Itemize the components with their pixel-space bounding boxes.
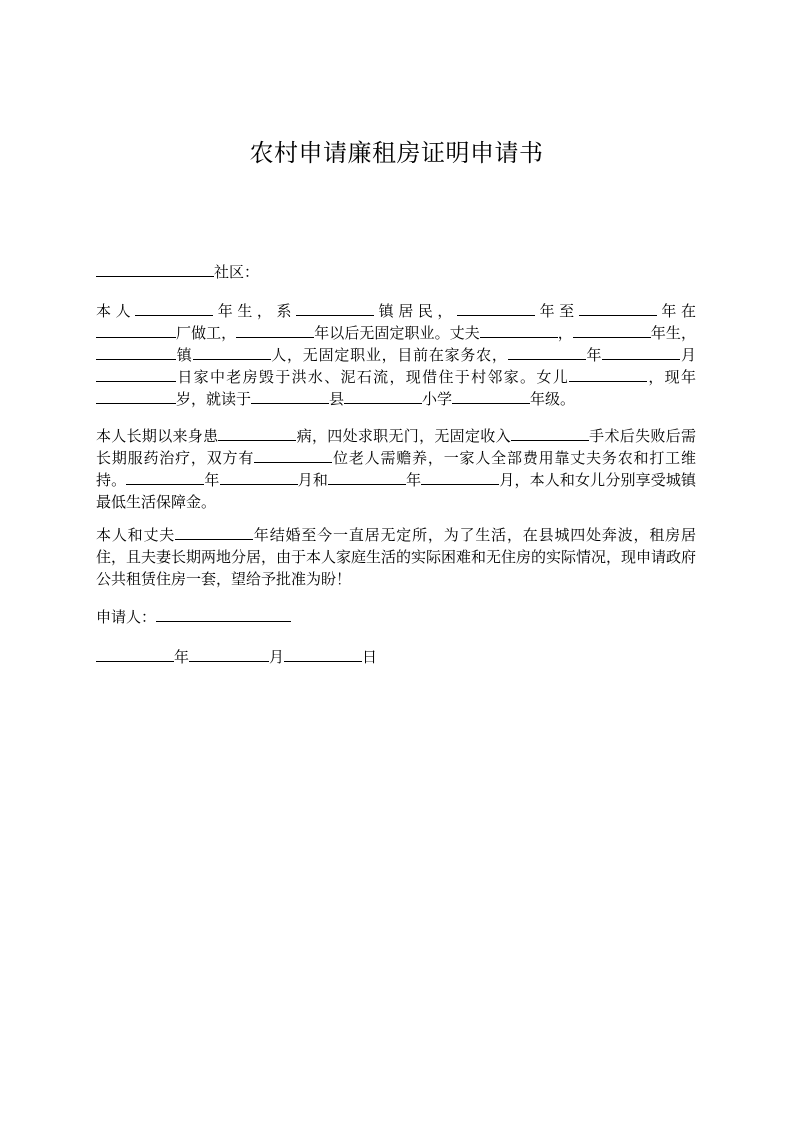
text-segment: 厂做工，: [176, 324, 237, 342]
applicant-signature-blank[interactable]: [156, 607, 291, 622]
birth-year-blank[interactable]: [135, 301, 213, 316]
community-line: [96, 261, 696, 283]
text-segment: ，: [557, 324, 573, 342]
text-segment: 本人长期以来身患: [96, 427, 219, 445]
month-label: 月: [269, 648, 285, 666]
text-segment: 月和: [297, 471, 328, 489]
text-segment: 镇: [176, 346, 193, 364]
text-segment: 日家中老房毁于洪水、泥石流，现借住于村邻家。女儿: [176, 368, 570, 386]
subsidy-year1-blank[interactable]: [126, 470, 204, 485]
text-segment: 年至: [535, 302, 579, 320]
text-segment: 年生，: [650, 324, 696, 342]
text-segment: 位老人需赡养，一家人全部费用靠丈夫务农和打工维持。: [96, 449, 696, 489]
text-segment: 年: [405, 471, 422, 489]
town-blank[interactable]: [296, 301, 374, 316]
marriage-year-blank[interactable]: [175, 525, 253, 540]
husband-birth-year-blank[interactable]: [573, 323, 651, 338]
text-segment: 小学: [422, 390, 453, 408]
daughter-age-blank[interactable]: [96, 389, 176, 404]
subsidy-month2-blank[interactable]: [421, 470, 499, 485]
text-segment: 本人和丈夫: [96, 526, 176, 544]
applicant-line: [96, 606, 696, 628]
text-segment: 镇居民，: [374, 302, 458, 320]
text-segment: 县: [329, 390, 345, 408]
disaster-day-blank[interactable]: [96, 367, 176, 382]
document-title: 农村申请廉租房证明申请书: [249, 139, 544, 167]
husband-hometown-blank[interactable]: [193, 345, 271, 360]
text-segment: 本人: [96, 302, 136, 320]
sign-day-blank[interactable]: [284, 647, 362, 662]
day-label: 日: [362, 648, 378, 666]
date-line: [96, 646, 696, 668]
community-blank[interactable]: [96, 262, 214, 277]
text-segment: 年: [585, 346, 603, 364]
paragraph-hardship: [96, 425, 696, 513]
income-blank[interactable]: [511, 426, 589, 441]
school-blank[interactable]: [344, 389, 422, 404]
daughter-name-blank[interactable]: [569, 367, 647, 382]
text-segment: 年结婚至今一直居无定所，为了生活，在县城四处奔波，租房居住，且夫妻长期两地分居，由于本人家庭生活的实际困难和无住房的实际情况，现申请政府公共租赁住房一套，望给予批准为盼！: [96, 526, 697, 588]
paragraph-request: [96, 524, 696, 590]
text-segment: ，现年: [647, 368, 696, 386]
text-segment: 岁，就读于: [176, 390, 252, 408]
text-segment: 人，无固定职业，目前在家务农，: [270, 346, 508, 364]
applicant-label: 申请人：: [96, 608, 157, 626]
text-segment: 年级。: [530, 390, 576, 408]
husband-name-blank[interactable]: [480, 323, 558, 338]
unemployed-since-year-blank[interactable]: [236, 323, 314, 338]
work-end-year-blank[interactable]: [579, 301, 657, 316]
community-suffix: 社区：: [214, 263, 260, 281]
county-blank[interactable]: [251, 389, 329, 404]
text-segment: 月: [680, 346, 696, 364]
text-segment: 手术后失败后需长期服药治疗，双方有: [96, 427, 696, 467]
text-segment: 年生，系: [213, 302, 297, 320]
subsidy-year2-blank[interactable]: [328, 470, 406, 485]
illness-blank[interactable]: [218, 426, 296, 441]
text-segment: 年在: [656, 302, 696, 320]
subsidy-month1-blank[interactable]: [220, 470, 298, 485]
text-segment: 月，本人和女儿分别享受城镇最低生活保障金。: [96, 471, 696, 511]
disaster-year-blank[interactable]: [508, 345, 586, 360]
grade-blank[interactable]: [452, 389, 530, 404]
text-segment: 病，四处求职无门，无固定收入: [296, 427, 511, 445]
sign-year-blank[interactable]: [96, 647, 174, 662]
factory-blank[interactable]: [96, 323, 176, 338]
husband-town-blank[interactable]: [96, 345, 176, 360]
year-label: 年: [174, 648, 190, 666]
work-start-year-blank[interactable]: [457, 301, 535, 316]
text-segment: 年以后无固定职业。丈夫: [314, 324, 480, 342]
elders-count-blank[interactable]: [254, 448, 332, 463]
sign-month-blank[interactable]: [189, 647, 269, 662]
disaster-month-blank[interactable]: [602, 345, 680, 360]
paragraph-personal-info: [96, 300, 696, 410]
text-segment: 年: [204, 471, 220, 489]
